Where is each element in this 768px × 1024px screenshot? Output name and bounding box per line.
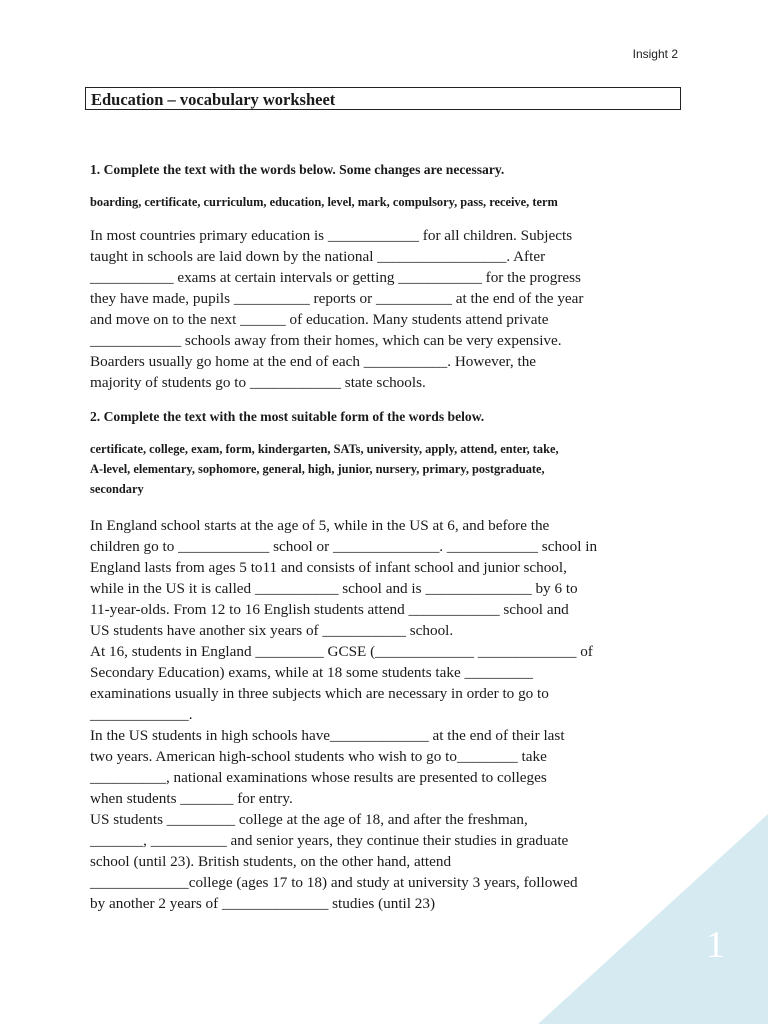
corner-decoration	[538, 814, 768, 1024]
text-line: taught in schools are laid down by the national _________________. After	[90, 248, 546, 265]
text-line: England lasts from ages 5 to11 and consists of infant school and junior school,	[90, 559, 567, 576]
text-line: In England school starts at the age of 5, while in the US at 6, and before the	[90, 517, 550, 534]
word-list-line: boarding, certificate, curriculum, education, level, mark, compulsory, pass, receive, term	[90, 195, 558, 209]
text-line: At 16, students in England _________ GCSE (_____________ _____________ of	[90, 643, 593, 660]
text-line: when students _______ for entry.	[90, 790, 293, 807]
text-line: while in the US it is called ___________ school and is ______________ by 6 to	[90, 580, 578, 597]
word-list-line: A-level, elementary, sophomore, general, high, junior, nursery, primary, postgraduate,	[90, 462, 545, 476]
text-line: majority of students go to ____________ state schools.	[90, 374, 426, 391]
word-list-line: certificate, college, exam, form, kindergarten, SATs, university, apply, attend, enter, take,	[90, 442, 559, 456]
text-line: Boarders usually go home at the end of each ___________. However, the	[90, 353, 537, 370]
task-1-word-list	[90, 192, 690, 212]
text-line: In the US students in high schools have_____________ at the end of their last	[90, 727, 565, 744]
text-line: examinations usually in three subjects which are necessary in order to go to	[90, 685, 549, 702]
text-line: by another 2 years of ______________ studies (until 23)	[90, 895, 436, 912]
text-line: and move on to the next ______ of education. Many students attend private	[90, 311, 549, 328]
task-2-heading: 2. Complete the text with the most suitable form of the words below.	[90, 409, 485, 424]
text-line: 11-year-olds. From 12 to 16 English students attend ____________ school and	[90, 601, 569, 618]
text-line: US students have another six years of ___________ school.	[90, 622, 454, 639]
header-label: Insight 2	[632, 47, 678, 61]
text-line: two years. American high-school students who wish to go to________ take	[90, 748, 547, 765]
task-1-heading: 1. Complete the text with the words below. Some changes are necessary.	[90, 162, 505, 177]
text-line: children go to ____________ school or ______________. ____________ school in	[90, 538, 598, 555]
text-line: ____________ schools away from their homes, which can be very expensive.	[90, 332, 562, 349]
text-line: US students _________ college at the age of 18, and after the freshman,	[90, 811, 528, 828]
text-line: ___________ exams at certain intervals or getting ___________ for the progress	[90, 269, 581, 286]
task-1-text	[90, 225, 690, 393]
text-line: _____________.	[90, 706, 193, 723]
text-line: __________, national examinations whose results are presented to colleges	[90, 769, 547, 786]
text-line: school (until 23). British students, on the other hand, attend	[90, 853, 452, 870]
text-line: In most countries primary education is ____________ for all children. Subjects	[90, 227, 573, 244]
page-title: Education – vocabulary worksheet	[85, 87, 681, 110]
page-number: 1	[706, 924, 725, 966]
text-line: they have made, pupils __________ reports or __________ at the end of the year	[90, 290, 584, 307]
task-1	[90, 160, 690, 393]
worksheet-content	[90, 160, 690, 914]
text-line: Secondary Education) exams, while at 18 some students take _________	[90, 664, 533, 681]
text-line: _____________college (ages 17 to 18) and study at university 3 years, followed	[90, 874, 578, 891]
corner-triangle	[538, 814, 768, 1024]
word-list-line: secondary	[90, 482, 144, 496]
task-2-word-list	[90, 439, 690, 499]
text-line: _______, __________ and senior years, they continue their studies in graduate	[90, 832, 569, 849]
